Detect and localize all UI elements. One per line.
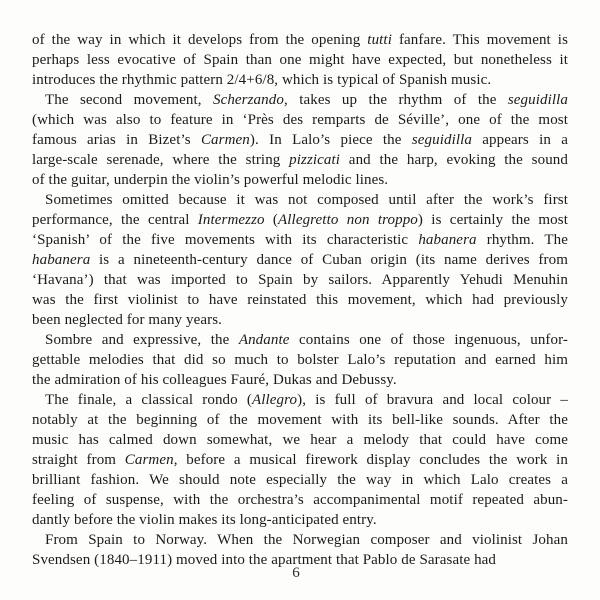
paragraph <box>32 30 568 90</box>
italic-text: seguidilla <box>411 132 472 148</box>
text-line <box>32 70 568 90</box>
text-line <box>32 330 568 350</box>
body-text: ), is full of bravura and local colour – <box>297 392 568 408</box>
body-text: dantly before the violin makes its long-anticipated entry. <box>32 512 377 528</box>
body-text: notably at the beginning of the movement with its bell-like sounds. After the <box>32 412 568 428</box>
text-line <box>32 350 568 370</box>
body-text: brilliant fashion. We should note especially the way in which Lalo creates a <box>32 472 568 488</box>
body-text: performance, the central <box>32 212 198 228</box>
italic-text: Carmen <box>200 132 250 148</box>
body-text: fanfare. This movement is <box>391 32 569 48</box>
text-line <box>32 450 568 470</box>
body-text: ‘Havana’) that was imported to Spain by sailors. Apparently Yehudi Menuhin <box>32 272 568 288</box>
body-text: music has calmed down somewhat, we hear a melody that could have come <box>32 432 568 448</box>
body-text: Svendsen (1840–1911) moved into the apartment that Pablo de Sarasate had <box>32 552 497 568</box>
italic-text: habanera <box>32 252 91 268</box>
body-text: of the way in which it develops from the opening <box>32 32 368 48</box>
body-text: ‘Spanish’ of the five movements with its characteristic <box>32 232 419 248</box>
italic-text: Scherzando <box>212 92 284 108</box>
body-text: straight from <box>32 452 125 468</box>
text-line <box>32 30 568 50</box>
italic-text: seguidilla <box>507 92 568 108</box>
text-column <box>32 30 568 570</box>
text-line <box>32 490 568 510</box>
body-text: feeling of suspense, with the orchestra’s accompanimental motif repeated abun- <box>32 492 568 508</box>
body-text: , before a musical firework display concludes the work in <box>173 452 568 468</box>
body-text: From Spain to Norway. When the Norwegian composer and violinist Johan <box>45 532 568 548</box>
body-text: appears in a <box>472 132 568 148</box>
body-text: (which was also to feature in ‘Près des remparts de Séville’, one of the most <box>32 112 568 128</box>
body-text: The finale, a classical rondo ( <box>45 392 252 408</box>
text-line <box>32 270 568 290</box>
body-text: contains one of those ingenuous, unfor- <box>289 332 569 348</box>
text-line <box>32 410 568 430</box>
italic-text: pizzicati <box>289 152 341 168</box>
text-line <box>32 290 568 310</box>
body-text: rhythm. The <box>476 232 568 248</box>
text-line <box>32 390 568 410</box>
body-text: the admiration of his colleagues Fauré, Dukas and Debussy. <box>32 372 397 388</box>
text-line <box>32 310 568 330</box>
body-text: been neglected for many years. <box>32 312 222 328</box>
body-text: was the first violinist to have reinstated this movement, which had previously <box>32 292 568 308</box>
paragraph <box>32 330 568 390</box>
paragraph <box>32 190 568 330</box>
body-text: Sometimes omitted because it was not composed until after the work’s first <box>45 192 568 208</box>
italic-text: Carmen <box>124 452 174 468</box>
text-line <box>32 470 568 490</box>
text-line <box>32 130 568 150</box>
body-text: gettable melodies that did so much to bolster Lalo’s reputation and earned him <box>32 352 568 368</box>
body-text: perhaps less evocative of Spain than one might have expected, but nonetheless it <box>32 52 568 68</box>
text-line <box>32 370 568 390</box>
italic-text: Intermezzo <box>197 212 265 228</box>
body-text: The second movement, <box>45 92 213 108</box>
text-line <box>32 150 568 170</box>
text-line <box>32 90 568 110</box>
text-line <box>32 250 568 270</box>
italic-text: tutti <box>367 32 392 48</box>
italic-text: habanera <box>418 232 477 248</box>
paragraph <box>32 90 568 190</box>
text-line <box>32 510 568 530</box>
body-text: ( <box>264 212 279 228</box>
text-line <box>32 230 568 250</box>
paragraph <box>32 390 568 530</box>
body-text: ). In Lalo’s piece the <box>249 132 412 148</box>
body-text: ) is certainly the most <box>417 212 568 228</box>
italic-text: Allegretto non troppo <box>278 212 418 228</box>
page-number: 6 <box>292 565 300 581</box>
body-text: large-scale serenade, where the string <box>32 152 290 168</box>
text-line <box>32 210 568 230</box>
text-line <box>32 190 568 210</box>
body-text: of the guitar, underpin the violin’s powerful melodic lines. <box>32 172 389 188</box>
body-text: and the harp, evoking the sound <box>340 152 568 168</box>
body-text: introduces the rhythmic pattern 2/4+6/8, which is typical of Spanish music. <box>32 72 492 88</box>
text-line <box>32 110 568 130</box>
italic-text: Andante <box>238 332 290 348</box>
body-text: Sombre and expressive, the <box>45 332 239 348</box>
text-line <box>32 170 568 190</box>
text-line <box>32 50 568 70</box>
body-text: , takes up the rhythm of the <box>283 92 508 108</box>
body-text: is a nineteenth-century dance of Cuban origin (its name derives from <box>90 252 568 268</box>
body-text: famous arias in Bizet’s <box>32 132 201 148</box>
text-line <box>32 430 568 450</box>
text-line <box>32 530 568 550</box>
italic-text: Allegro <box>252 392 298 408</box>
